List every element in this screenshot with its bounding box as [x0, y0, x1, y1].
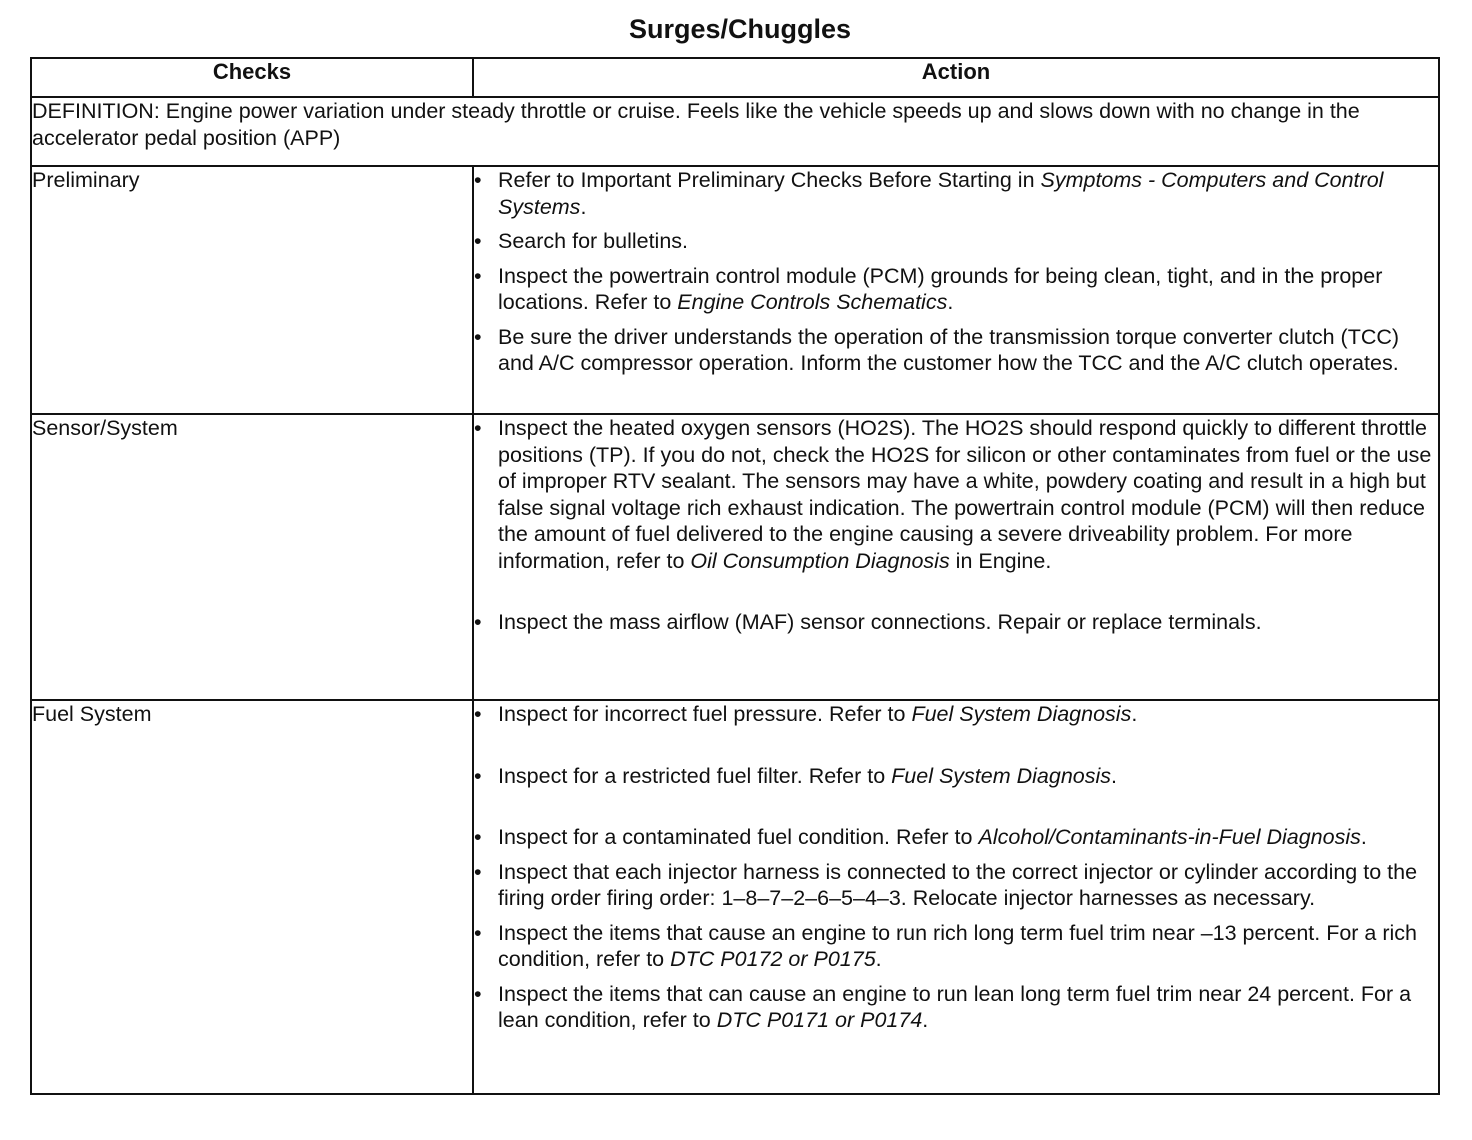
- list-item: [474, 824, 1438, 851]
- item-text: Inspect that each injector harness is connected to the correct injector or cylinder according to the firing order firing order: 1–8–7–2–6–5–4–3. Relocate injector harnesses as necessary.: [498, 859, 1418, 910]
- item-text: Refer to Important Preliminary Checks Before Starting in: [498, 168, 1041, 192]
- definition-text: DEFINITION: Engine power variation under steady throttle or cruise. Feels like the vehicle speeds up and slows down with no change in the accelerator pedal position (APP): [31, 97, 1439, 166]
- reference-link: Oil Consumption Diagnosis: [690, 548, 950, 573]
- item-text: Inspect the items that can cause an engine to run lean long term fuel trim near 24 percent. For a lean condition, refer to: [498, 981, 1412, 1032]
- action-cell-preliminary: [473, 166, 1439, 414]
- item-text-after: .: [947, 290, 954, 314]
- item-text: Inspect for incorrect fuel pressure. Refer to: [498, 702, 912, 726]
- table-row: [31, 166, 1439, 414]
- item-text-after: .: [1111, 763, 1118, 788]
- bullet-icon: •: [474, 981, 482, 1006]
- reference-link: DTC P0172 or P0175: [670, 947, 876, 971]
- item-text: Be sure the driver understands the operation of the transmission torque converter clutch (TCC) and A/C compressor operation. Inform the customer how the TCC and the A/C clutch operates.: [498, 324, 1400, 375]
- action-cell-fuel-system: [473, 700, 1439, 1094]
- list-item: [474, 415, 1438, 574]
- list-item: [474, 920, 1438, 973]
- list-item: [474, 263, 1438, 316]
- bullet-icon: •: [474, 859, 482, 884]
- diagnosis-table: [30, 57, 1440, 1095]
- header-row: [31, 58, 1439, 97]
- item-text-after: .: [580, 194, 587, 219]
- bullet-icon: •: [474, 763, 482, 788]
- item-text: Inspect the powertrain control module (PCM) grounds for being clean, tight, and in the proper locations. Refer to: [498, 263, 1383, 314]
- action-list: [474, 167, 1438, 377]
- reference-link: Symptoms - Computers and Control Systems: [498, 168, 1384, 219]
- item-text-after: in Engine.: [949, 548, 1052, 573]
- action-list: [474, 701, 1438, 1034]
- check-label-fuel-system: Fuel System: [31, 700, 473, 1094]
- item-text-after: .: [922, 1008, 929, 1032]
- action-header: Action: [473, 58, 1439, 97]
- reference-link: Engine Controls Schematics: [677, 290, 948, 314]
- item-text: Inspect the heated oxygen sensors (HO2S). The HO2S should respond quickly to different throttle positions (TP). If you do not, check the HO2S for silicon or other contaminates from fuel or the use of improper RTV sealant. The sensors may have a white, powdery coating and result in a high but false signal voltage rich exhaust indication. The powertrain control module (PCM) will then reduce the amount of fuel delivered to the engine causing a severe driveability problem. For more information, refer to: [498, 416, 1432, 573]
- reference-link: Fuel System Diagnosis: [891, 763, 1112, 788]
- page-title: Surges/Chuggles: [628, 14, 852, 44]
- bullet-icon: •: [474, 324, 482, 349]
- item-text: Search for bulletins.: [498, 229, 689, 253]
- bullet-icon: •: [474, 168, 482, 192]
- item-text: Inspect the items that cause an engine to run rich long term fuel trim near –13 percent. For a rich condition, refer to: [498, 920, 1417, 971]
- list-item: [474, 859, 1438, 912]
- list-item: [474, 167, 1438, 220]
- bullet-icon: •: [474, 229, 482, 253]
- list-item: [474, 763, 1438, 790]
- bullet-icon: •: [474, 920, 482, 945]
- action-cell-sensor-system: [473, 414, 1439, 700]
- reference-link: Alcohol/Contaminants-in-Fuel Diagnosis: [978, 825, 1361, 849]
- item-text: Inspect for a contaminated fuel condition. Refer to: [498, 825, 979, 849]
- list-item: [474, 324, 1438, 377]
- item-text-after: .: [875, 947, 882, 971]
- definition-row: [31, 97, 1439, 166]
- item-text: Inspect the mass airflow (MAF) sensor connections. Repair or replace terminals.: [498, 610, 1262, 634]
- list-item: [474, 701, 1438, 728]
- bullet-icon: •: [474, 263, 482, 288]
- bullet-icon: •: [474, 416, 482, 440]
- table-row: [31, 414, 1439, 700]
- item-text-after: .: [1360, 825, 1367, 849]
- list-item: [474, 981, 1438, 1034]
- check-label-preliminary: Preliminary: [31, 166, 473, 414]
- reference-link: Fuel System Diagnosis: [911, 702, 1132, 726]
- list-item: [474, 228, 1438, 255]
- item-text: Inspect for a restricted fuel filter. Refer to: [498, 763, 892, 788]
- table-row: [31, 700, 1439, 1094]
- checks-header: Checks: [31, 58, 473, 97]
- bullet-icon: •: [474, 610, 482, 634]
- reference-link: DTC P0171 or P0174: [716, 1008, 923, 1032]
- check-label-sensor-system: Sensor/System: [31, 414, 473, 700]
- list-item: [474, 609, 1438, 636]
- action-list: [474, 415, 1438, 636]
- bullet-icon: •: [474, 702, 482, 726]
- item-text-after: .: [1131, 702, 1138, 726]
- bullet-icon: •: [474, 825, 482, 849]
